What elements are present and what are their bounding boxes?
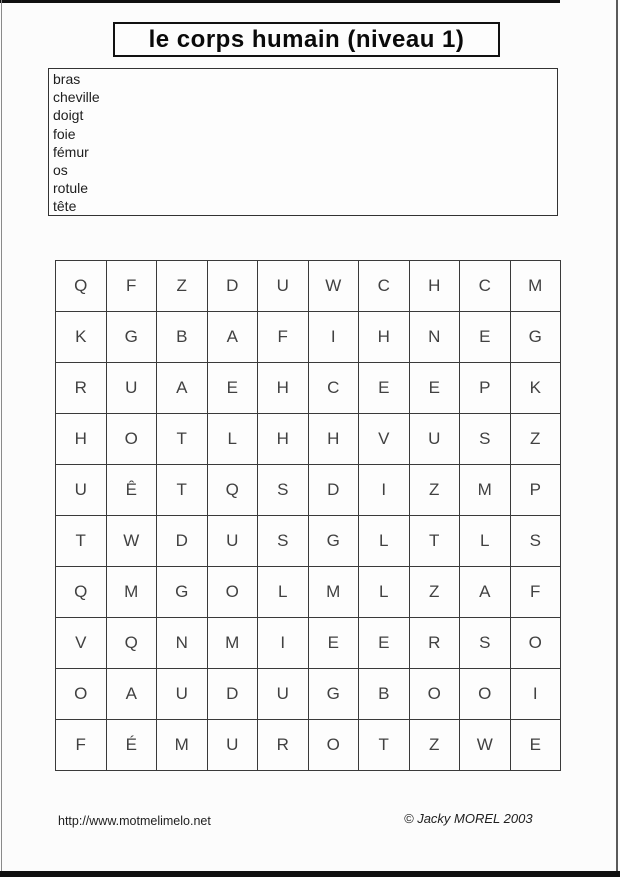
grid-cell: O — [460, 669, 511, 720]
word-list — [48, 68, 558, 216]
word-list-item: tête — [53, 198, 77, 215]
grid-cell: M — [511, 261, 562, 312]
grid-cell: K — [511, 363, 562, 414]
grid-cell: U — [107, 363, 158, 414]
grid-cell: D — [208, 261, 259, 312]
grid-cell: L — [208, 414, 259, 465]
page-bottom-edge — [0, 871, 620, 877]
grid-cell: A — [460, 567, 511, 618]
grid-cell: L — [359, 567, 410, 618]
grid-cell: M — [208, 618, 259, 669]
grid-cell: S — [511, 516, 562, 567]
letter-grid — [55, 260, 561, 771]
word-list-item: fémur — [53, 143, 89, 160]
grid-cell: H — [309, 414, 360, 465]
grid-cell: W — [309, 261, 360, 312]
grid-cell: Q — [56, 567, 107, 618]
grid-cell: H — [258, 414, 309, 465]
grid-cell: U — [56, 465, 107, 516]
grid-cell: I — [258, 618, 309, 669]
grid-cell: M — [309, 567, 360, 618]
grid-cell: O — [107, 414, 158, 465]
grid-cell: R — [258, 720, 309, 771]
grid-cell: U — [208, 516, 259, 567]
grid-cell: C — [309, 363, 360, 414]
grid-cell: V — [359, 414, 410, 465]
word-list-item: foie — [53, 125, 76, 142]
grid-cell: W — [107, 516, 158, 567]
grid-cell: K — [56, 312, 107, 363]
grid-cell: Z — [410, 720, 461, 771]
grid-cell: L — [258, 567, 309, 618]
grid-cell: C — [460, 261, 511, 312]
grid-cell: U — [258, 261, 309, 312]
grid-cell: F — [511, 567, 562, 618]
grid-cell: Q — [56, 261, 107, 312]
grid-cell: O — [208, 567, 259, 618]
word-list-item: rotule — [53, 180, 89, 197]
grid-cell: T — [359, 720, 410, 771]
grid-cell: B — [359, 669, 410, 720]
grid-cell: R — [410, 618, 461, 669]
grid-cell: U — [208, 720, 259, 771]
title-box — [113, 22, 500, 57]
grid-cell: W — [460, 720, 511, 771]
grid-cell: I — [309, 312, 360, 363]
grid-cell: E — [359, 618, 410, 669]
grid-cell: H — [56, 414, 107, 465]
grid-cell: S — [258, 465, 309, 516]
grid-cell: G — [309, 516, 360, 567]
grid-cell: O — [309, 720, 360, 771]
grid-cell: Q — [107, 618, 158, 669]
grid-cell: I — [511, 669, 562, 720]
grid-cell: Q — [208, 465, 259, 516]
page-right-edge — [616, 0, 618, 877]
grid-cell: L — [460, 516, 511, 567]
grid-cell: C — [359, 261, 410, 312]
word-list-item: bras — [53, 71, 81, 87]
grid-cell: I — [359, 465, 410, 516]
footer-copyright: © Jacky MOREL 2003 — [404, 811, 533, 826]
grid-cell: N — [410, 312, 461, 363]
grid-cell: H — [410, 261, 461, 312]
grid-cell: S — [460, 414, 511, 465]
grid-cell: D — [157, 516, 208, 567]
grid-cell: S — [258, 516, 309, 567]
grid-cell: G — [511, 312, 562, 363]
grid-cell: M — [460, 465, 511, 516]
grid-cell: E — [208, 363, 259, 414]
grid-cell: P — [511, 465, 562, 516]
grid-cell: Z — [410, 567, 461, 618]
grid-cell: Z — [410, 465, 461, 516]
grid-cell: T — [157, 414, 208, 465]
grid-cell: E — [309, 618, 360, 669]
grid-cell: M — [157, 720, 208, 771]
grid-cell: S — [460, 618, 511, 669]
grid-cell: V — [56, 618, 107, 669]
grid-cell: A — [157, 363, 208, 414]
grid-cell: B — [157, 312, 208, 363]
grid-cell: T — [56, 516, 107, 567]
word-list-item: doigt — [53, 107, 84, 124]
grid-cell: F — [56, 720, 107, 771]
grid-cell: Z — [511, 414, 562, 465]
grid-cell: O — [56, 669, 107, 720]
grid-cell: E — [359, 363, 410, 414]
grid-cell: G — [157, 567, 208, 618]
grid-cell: N — [157, 618, 208, 669]
grid-cell: D — [309, 465, 360, 516]
word-list-item: cheville — [53, 89, 100, 106]
grid-cell: H — [258, 363, 309, 414]
grid-cell: D — [208, 669, 259, 720]
grid-cell: U — [410, 414, 461, 465]
grid-cell: O — [410, 669, 461, 720]
grid-cell: P — [460, 363, 511, 414]
grid-cell: T — [410, 516, 461, 567]
page-title: le corps humain (niveau 1) — [148, 25, 465, 53]
grid-cell: Ê — [107, 465, 158, 516]
grid-cell: Z — [157, 261, 208, 312]
grid-cell: T — [157, 465, 208, 516]
page-left-edge — [1, 0, 2, 877]
grid-cell: G — [309, 669, 360, 720]
grid-cell: A — [208, 312, 259, 363]
grid-cell: F — [258, 312, 309, 363]
grid-cell: É — [107, 720, 158, 771]
grid-cell: H — [359, 312, 410, 363]
grid-cell: L — [359, 516, 410, 567]
word-list-item: os — [53, 162, 68, 179]
grid-cell: E — [511, 720, 562, 771]
page-top-edge — [0, 0, 560, 3]
grid-cell: G — [107, 312, 158, 363]
grid-cell: M — [107, 567, 158, 618]
footer-url: http://www.motmelimelo.net — [58, 814, 211, 828]
grid-cell: E — [460, 312, 511, 363]
grid-cell: U — [258, 669, 309, 720]
grid-cell: R — [56, 363, 107, 414]
grid-cell: F — [107, 261, 158, 312]
grid-cell: U — [157, 669, 208, 720]
grid-cell: A — [107, 669, 158, 720]
grid-cell: O — [511, 618, 562, 669]
grid-cell: E — [410, 363, 461, 414]
